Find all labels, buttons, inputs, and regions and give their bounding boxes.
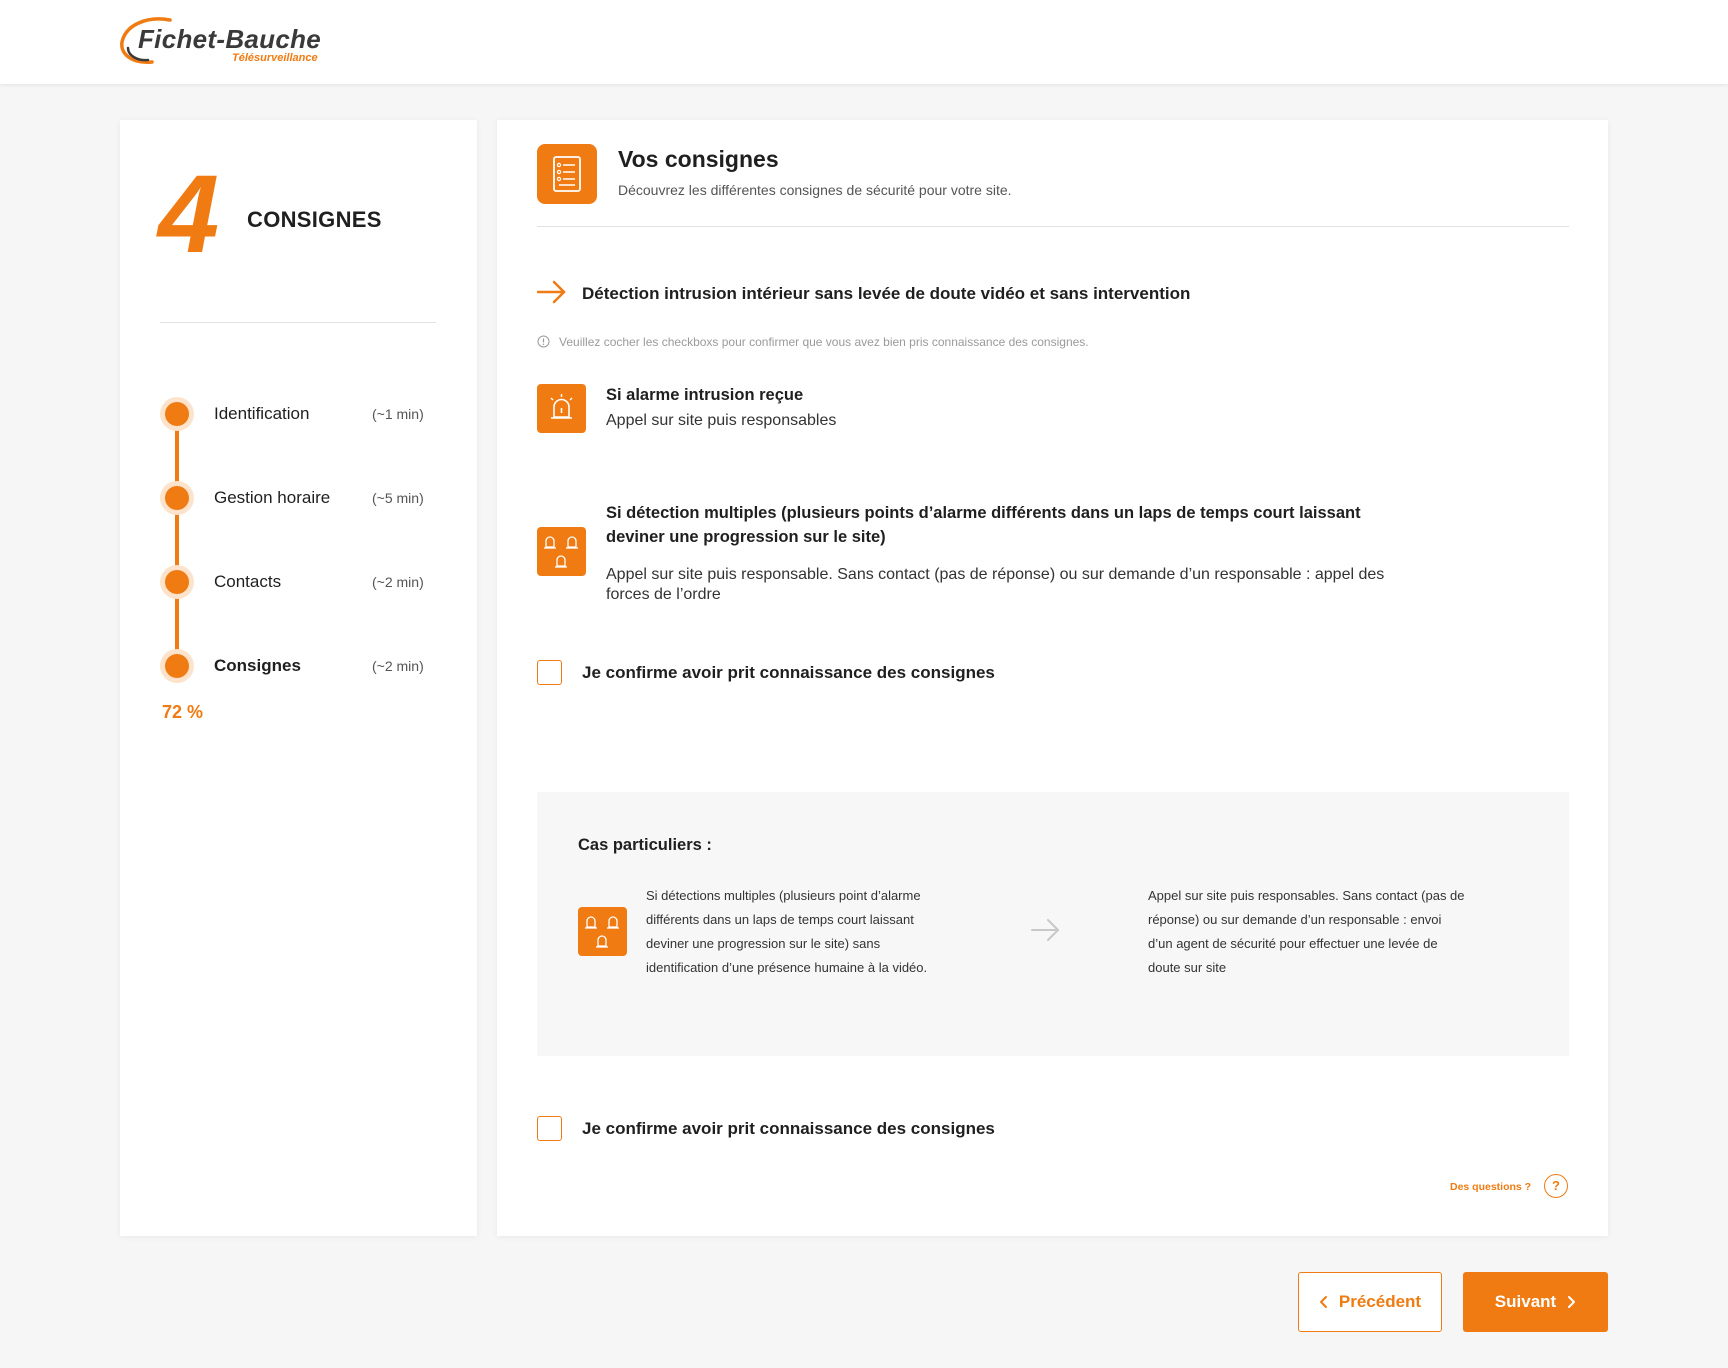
step-consignes[interactable] [160,649,450,685]
progress-percent: 72 % [162,702,204,722]
step-dot [160,481,194,515]
checklist-icon [537,144,597,204]
previous-button[interactable] [1298,1272,1442,1332]
step-dot [160,565,194,599]
rule-title: Si détection multiples (plusieurs points d’alarme différents dans un laps de temps court laissant deviner une progression sur le site) [606,504,1361,546]
checkbox[interactable] [537,660,562,685]
top-bar [0,0,1728,84]
consignes-panel [497,120,1608,1236]
checkbox[interactable] [537,1116,562,1141]
step-time: (~5 min) [372,490,424,506]
step-dot [160,397,194,431]
step-dot [160,649,194,683]
progress-sidebar [120,120,477,1236]
checkbox-notice: Veuillez cocher les checkboxs pour confirmer que vous avez bien pris connaissance des consignes. [559,335,1089,349]
rule-description: Appel sur site puis responsables [606,412,837,429]
chevron-right-icon [1566,1295,1576,1309]
brand-tagline: Télésurveillance [232,52,318,64]
step-contacts[interactable] [160,565,450,601]
progress-line [175,414,179,666]
special-cases-box [537,792,1569,1056]
step-time: (~2 min) [372,574,424,590]
info-icon [537,335,550,348]
section-title: Détection intrusion intérieur sans levée de doute vidéo et sans intervention [582,284,1191,303]
multiple-sirens-icon [578,907,627,956]
chevron-left-icon [1319,1295,1329,1309]
sidebar-divider [160,322,436,323]
confirm-checkbox-2[interactable] [537,1116,1057,1142]
brand-logo[interactable] [118,14,338,70]
next-button[interactable] [1463,1272,1608,1332]
checkbox-label[interactable]: Je confirme avoir prit connaissance des consignes [582,1119,995,1138]
step-time: (~2 min) [372,658,424,674]
step-label: Consignes [214,656,301,675]
step-gestion-horaire[interactable] [160,481,450,517]
previous-button-label: Précédent [1338,1292,1422,1311]
alarm-siren-icon [537,384,586,433]
rule-description: Appel sur site puis responsable. Sans contact (pas de réponse) ou sur demande d’un responsable : appel des forces de l’ordre [606,566,1385,603]
checkbox-label[interactable]: Je confirme avoir prit connaissance des consignes [582,663,995,682]
question-icon[interactable]: ? [1544,1174,1568,1198]
step-label: Gestion horaire [214,488,331,507]
multiple-sirens-icon [537,527,586,576]
arrow-right-icon [1031,918,1061,942]
arrow-right-icon [537,280,567,304]
rule-title: Si alarme intrusion reçue [606,386,804,404]
step-time: (~1 min) [372,406,424,422]
header-divider [537,226,1569,227]
brand-name: Fichet-Bauche [138,24,322,54]
step-identification[interactable] [160,397,450,433]
page-subtitle: Découvrez les différentes consignes de sécurité pour votre site. [618,182,1012,198]
help-link[interactable]: Des questions ? [1450,1181,1532,1193]
page-title: Vos consignes [618,146,779,172]
sidebar-title: CONSIGNES [247,207,382,232]
step-label: Contacts [214,572,282,591]
step-number: 4 [158,153,220,276]
special-cases-title: Cas particuliers : [578,836,712,854]
special-case-action: Appel sur site puis responsables. Sans contact (pas de réponse) ou sur demande d’un responsable : envoi d’un agent de sécurité pour effectuer une levée de doute sur site [1148,888,1465,975]
special-case-condition: Si détections multiples (plusieurs point d’alarme différents dans un laps de temps court laissant deviner une progression sur le site) sans identification d’une présence humaine à la vidéo. [646,888,928,975]
confirm-checkbox-1[interactable] [537,660,1057,686]
next-button-label: Suivant [1494,1292,1557,1311]
step-label: Identification [214,404,310,423]
